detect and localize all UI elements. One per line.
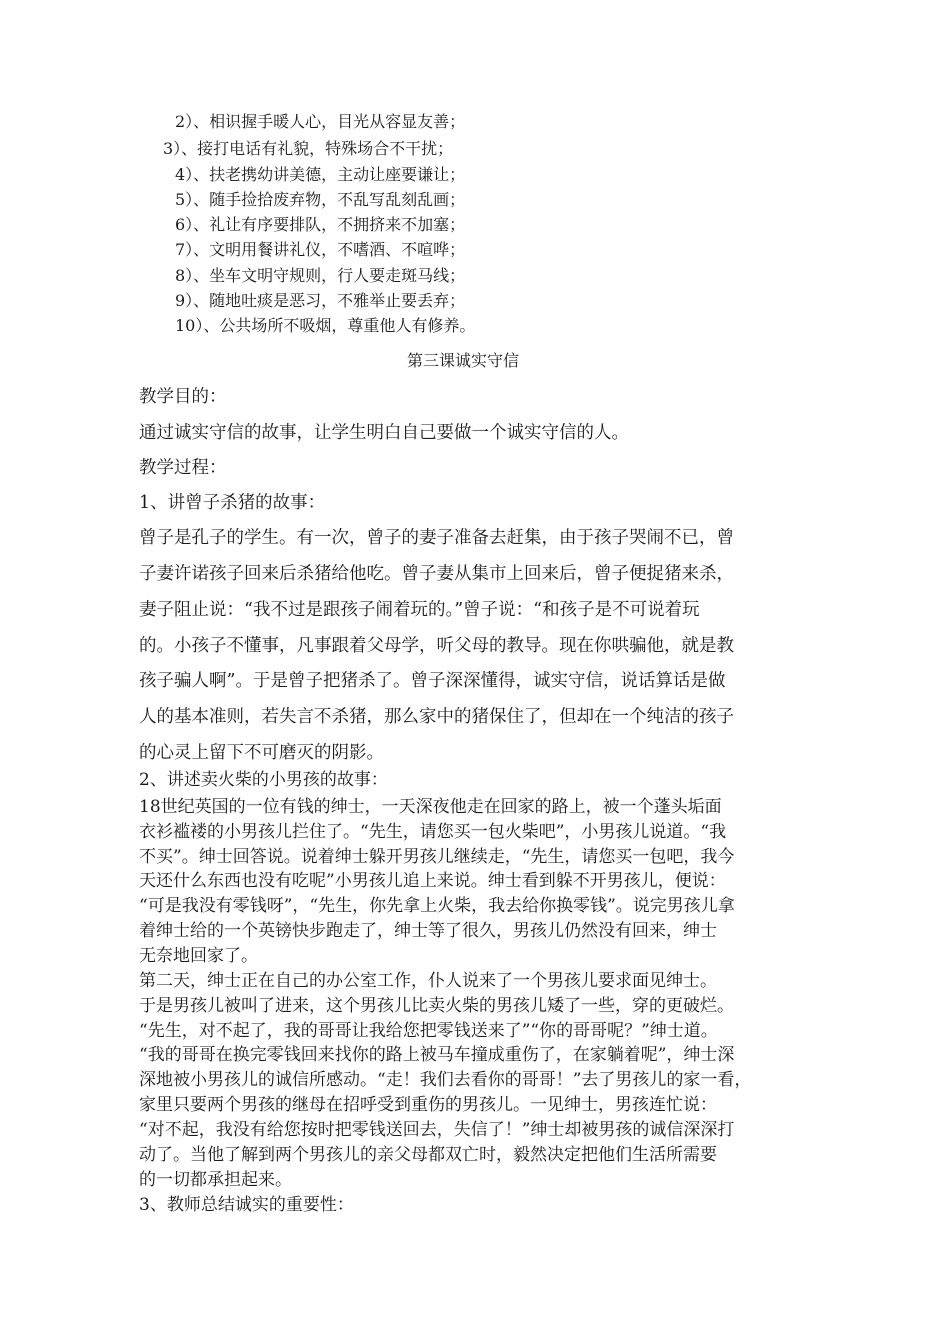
story2-line: 第二天，绅士正在自己的办公室工作，仆人说来了一个男孩儿要求面见绅士。 — [139, 971, 717, 991]
story2-line: 衣衫褴褛的小男孩儿拦住了。“先生，请您买一包火柴吧”，小男孩儿说道。“我 — [139, 822, 727, 842]
list-item: 8）、坐车文明守规则，行人要走斑马线； — [175, 266, 466, 285]
list-item: 10）、公共场所不吸烟，尊重他人有修养。 — [175, 316, 476, 335]
story2-line: “我的哥哥在换完零钱回来找你的路上被马车撞成重伤了，在家躺着呢”，绅士深 — [139, 1045, 735, 1065]
list-item: 4）、扶老携幼讲美德，主动让座要谦让； — [175, 165, 466, 184]
story1-line: 妻子阻止说：“我不过是跟孩子闹着玩的。”曾子说：“和孩子是不可说着玩 — [139, 600, 700, 620]
story2-line: “对不起，我没有给您按时把零钱送回去，失信了！”绅士却被男孩的诚信深深打 — [139, 1120, 735, 1140]
story1-line: 的心灵上留下不可磨灭的阴影。 — [139, 743, 384, 763]
story1-line: 孩子骗人啊”。于是曾子把猪杀了。曾子深深懂得，诚实守信，说话算话是做 — [139, 671, 726, 691]
goal-text: 通过诚实守信的故事，让学生明白自己要做一个诚实守信的人。 — [139, 423, 629, 443]
story2-line: 无奈地回家了。 — [139, 946, 258, 966]
list-item: 9）、随地吐痰是恶习，不雅举止要丢弃； — [175, 291, 466, 310]
story2-line: “先生，对不起了，我的哥哥让我给您把零钱送来了”“你的哥哥呢？”绅士道。 — [139, 1021, 718, 1041]
story1-heading: 1、讲曾子杀猪的故事： — [139, 493, 326, 513]
story2-line: 于是男孩儿被叫了进来，这个男孩儿比卖火柴的男孩儿矮了一些，穿的更破烂。 — [139, 996, 734, 1016]
lesson-title: 第三课诚实守信 — [407, 351, 520, 370]
story2-line: 深地被小男孩儿的诚信所感动。“走！我们去看你的哥哥！”去了男孩儿的家一看， — [139, 1070, 752, 1090]
story1-line: 人的基本准则，若失言不杀猪，那么家中的猪保住了，但却在一个纯洁的孩子 — [139, 707, 734, 727]
story2-line: 家里只要两个男孩的继母在招呼受到重伤的男孩儿。一见绅士，男孩连忙说： — [139, 1095, 717, 1115]
process-heading: 教学过程： — [139, 458, 227, 478]
story1-line: 子妻许诺孩子回来后杀猪给他吃。曾子妻从集市上回来后，曾子便捉猪来杀， — [139, 564, 734, 584]
summary-heading: 3、教师总结诚实的重要性： — [139, 1195, 354, 1215]
list-item: 5）、随手捡拾废弃物，不乱写乱刻乱画； — [175, 190, 466, 209]
list-item: 7）、文明用餐讲礼仪，不嗜酒、不喧哗； — [175, 240, 466, 259]
story2-line: 动了。当他了解到两个男孩儿的亲父母都双亡时，毅然决定把他们生活所需要 — [139, 1145, 717, 1165]
story2-line: 的一切都承担起来。 — [139, 1170, 292, 1190]
goal-heading: 教学目的： — [139, 387, 227, 407]
story2-line: 天还什么东西也没有吃呢”小男孩儿追上来说。绅士看到躲不开男孩儿，便说： — [139, 871, 726, 891]
list-item: 2）、相识握手暖人心，目光从容显友善； — [175, 112, 466, 131]
list-item: 6）、礼让有序要排队，不拥挤来不加塞； — [175, 215, 466, 234]
story2-line: “可是我没有零钱呀”，“先生，你先拿上火柴，我去给你换零钱”。说完男孩儿拿 — [139, 896, 735, 916]
story2-line: 不买”。绅士回答说。说着绅士躲开男孩儿继续走，“先生，请您买一包吧，我今 — [139, 847, 735, 867]
story1-line: 曾子是孔子的学生。有一次，曾子的妻子准备去赶集，由于孩子哭闹不已，曾 — [139, 528, 734, 548]
story2-line: 18世纪英国的一位有钱的绅士，一天深夜他走在回家的路上，被一个蓬头垢面 — [139, 797, 722, 817]
story2-heading: 2、讲述卖火柴的小男孩的故事： — [139, 770, 388, 790]
list-item: 3）、接打电话有礼貌，特殊场合不干扰； — [163, 139, 454, 158]
story1-line: 的。小孩子不懂事，凡事跟着父母学，听父母的教导。现在你哄骗他，就是教 — [139, 636, 734, 656]
story2-line: 着绅士给的一个英镑快步跑走了，绅士等了很久，男孩儿仍然没有回来，绅士 — [139, 921, 717, 941]
